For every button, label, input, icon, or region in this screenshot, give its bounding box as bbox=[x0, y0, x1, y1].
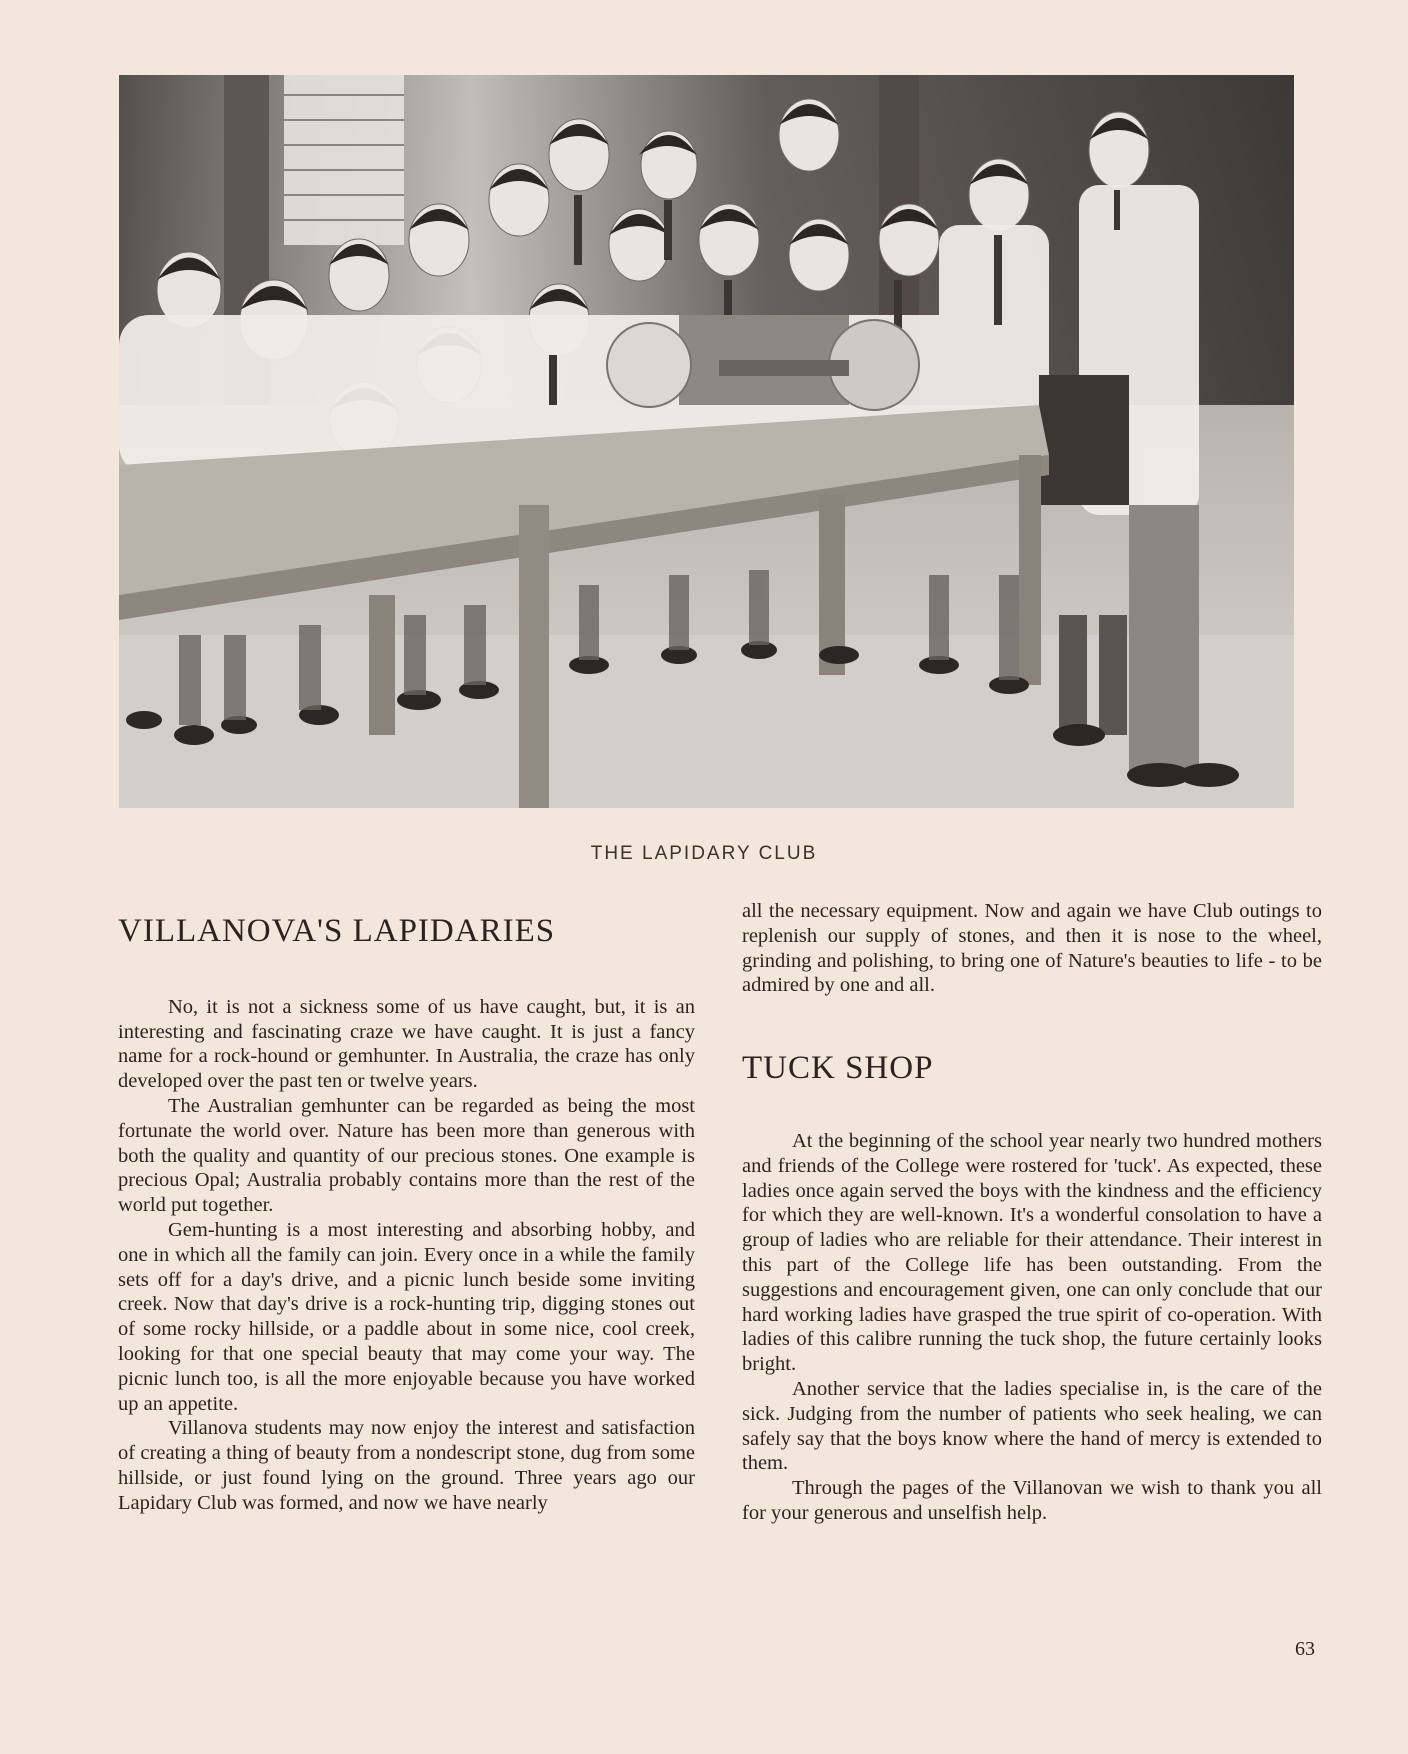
photo-image bbox=[119, 75, 1294, 808]
article-paragraph: Villanova students may now enjoy the interest and satisfaction of creating a thing of beauty from a nondescript stone, dug from some hillside, or just found lying on the ground. Three years ago our Lapidary Club was formed, and now we have nearly bbox=[118, 1417, 695, 1514]
right-column bbox=[742, 899, 1322, 1526]
article-title-tuck-shop: TUCK SHOP bbox=[742, 1050, 934, 1087]
article-title-villanova-lapidaries: VILLANOVA'S LAPIDARIES bbox=[118, 913, 556, 949]
article-paragraph: Another service that the ladies specialise in, is the care of the sick. Judging from the number of patients who seek healing, we can safely say that the boys know where the hand of mercy is extended to them. bbox=[742, 1377, 1322, 1475]
photo-caption: THE LAPIDARY CLUB bbox=[590, 843, 818, 864]
article-paragraph: No, it is not a sickness some of us have caught, but, it is an interesting and fascinating craze we have caught. It is just a fancy name for a rock-hound or gemhunter. In Australia, the craze has only developed over the past ten or twelve years. bbox=[118, 995, 695, 1093]
article-continuation: all the necessary equipment. Now and again we have Club outings to replenish our supply of stones, and then it is nose to the wheel, grinding and polishing, to bring one of Nature's beauties to life - to be admired by one and all. bbox=[742, 900, 1322, 997]
article-paragraph: Gem-hunting is a most interesting and absorbing hobby, and one in which all the family can join. Every once in a while the family sets off for a day's drive, and a picnic lunch beside some inviting creek. Now that day's drive is a rock-hunting trip, digging stones out of some rocky hillside, or a paddle about in some nice, cool creek, looking for that one special beauty that may come your way. The picnic lunch too, is all the more enjoyable because you have worked up an appetite. bbox=[118, 1218, 695, 1415]
article-paragraph: The Australian gemhunter can be regarded as being the most fortunate the world over. Nature has been more than generous with both the quality and quantity of our precious stones. One example is precious Opal; Australia probably contains more than the rest of the world put together. bbox=[118, 1094, 695, 1217]
article-paragraph: At the beginning of the school year nearly two hundred mothers and friends of the College were rostered for 'tuck'. As expected, these ladies once again served the boys with the kindness and the efficiency for which they are well-known. It's a wonderful consolation to have a group of ladies who are reliable for their attendance. Their interest in this part of the College life has been outstanding. From the suggestions and encouragement given, one can only conclude that our hard working ladies have grasped the true spirit of co-operation. With ladies of this calibre running the tuck shop, the future certainly looks bright. bbox=[742, 1129, 1322, 1376]
article-paragraph: Through the pages of the Villanovan we wish to thank you all for your generous and unselfish help. bbox=[742, 1477, 1322, 1524]
lapidary-club-photo bbox=[119, 75, 1294, 808]
page-number: 63 bbox=[1295, 1638, 1315, 1660]
left-column bbox=[118, 915, 695, 1516]
